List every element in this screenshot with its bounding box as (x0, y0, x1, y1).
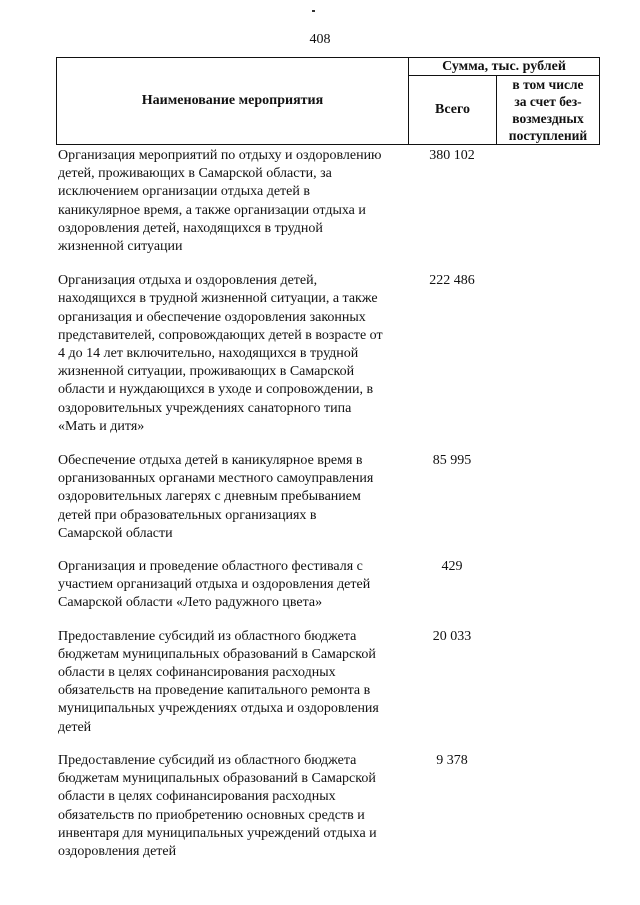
row-name-line: муниципальных учреждениях отдыха и оздоровления (58, 701, 379, 717)
row-name-line: Предоставление субсидий из областного бюджета (58, 752, 357, 768)
header-including-line: возмездных (512, 111, 584, 126)
row-name-line: Организация отдыха и оздоровления детей, (58, 273, 318, 289)
row-name-line: находящихся в трудной жизненной ситуации, а также (58, 291, 378, 307)
row-name-line: 4 до 14 лет включительно, находящихся в трудной (58, 346, 359, 362)
row-name-line: обязательств на проведение капитального ремонта в (58, 683, 371, 699)
row-name-line: бюджетам муниципальных образований в Самарской (58, 646, 376, 662)
row-name (56, 272, 408, 436)
row-name (56, 628, 408, 737)
header-sum: Сумма, тыс. рублей (409, 58, 599, 76)
row-name-line: участием организаций отдыха и оздоровления детей (58, 577, 371, 593)
row-including (496, 452, 600, 543)
page-number: 408 (309, 32, 331, 47)
row-name-line: Самарской области (58, 525, 173, 541)
header-including-line: поступлений (508, 128, 588, 143)
row-name-line: оздоровительных учреждениях санаторного типа (58, 400, 352, 416)
row-name-line: обязательств по приобретению основных средств и (58, 807, 365, 823)
row-name (56, 147, 408, 256)
table-row (56, 272, 600, 436)
table-row (56, 628, 600, 737)
row-name (56, 452, 408, 543)
row-name-line: области в целях софинансирования расходных (58, 789, 336, 805)
row-including (496, 272, 600, 436)
table-body (56, 147, 600, 861)
row-name-line: представителей, сопровождающих детей в возрасте от (58, 327, 383, 343)
row-total: 222 486 (429, 273, 475, 289)
table-row (56, 752, 600, 861)
row-name-line: оздоровления детей (58, 843, 177, 859)
table-row (56, 147, 600, 256)
header-including (497, 76, 599, 144)
row-name-line: инвентаря для муниципальных учреждений отдыха и (58, 825, 377, 841)
table-header (56, 57, 600, 145)
row-including (496, 147, 600, 256)
header-name: Наименование мероприятия (57, 58, 409, 144)
row-name-line: организация и обеспечение оздоровления законных (58, 309, 366, 325)
row-name-line: Обеспечение отдыха детей в каникулярное время в (58, 453, 363, 469)
row-name-line: оздоровительных лагерях с дневным пребыванием (58, 489, 361, 505)
table-row (56, 558, 600, 613)
row-name-line: Организация и проведение областного фестиваля с (58, 559, 363, 575)
row-name-line: детей (58, 719, 92, 735)
row-name (56, 752, 408, 861)
row-name-line: бюджетам муниципальных образований в Самарской (58, 771, 376, 787)
row-name-line: жизненной ситуации (58, 239, 183, 255)
table-row (56, 452, 600, 543)
row-total: 85 995 (432, 453, 472, 469)
row-name-line: детей при образовательных организациях в (58, 507, 317, 523)
scan-mark (312, 10, 315, 12)
row-name-line: исключением организации отдыха детей в (58, 184, 310, 200)
row-name-line: области в целях софинансирования расходных (58, 665, 336, 681)
row-name (56, 558, 408, 613)
row-total: 380 102 (429, 148, 475, 163)
row-name-line: области и нуждающихся в уходе и сопровождении, в (58, 382, 374, 398)
header-including-line: в том числе (512, 77, 584, 92)
row-name-line: оздоровления детей, находящихся в трудной (58, 220, 323, 236)
row-total: 9 378 (436, 752, 468, 768)
row-total: 20 033 (432, 628, 472, 644)
row-including (496, 558, 600, 613)
row-name-line: Предоставление субсидий из областного бюджета (58, 628, 357, 644)
header-including-line: за счет без- (514, 94, 582, 109)
row-name-line: «Мать и дитя» (58, 418, 145, 434)
row-name-line: жизненной ситуации, проживающих в Самарской (58, 364, 355, 380)
row-name-line: детей, проживающих в Самарской области, за (58, 166, 332, 182)
row-name-line: каникулярное время, а также организации отдыха и (58, 202, 366, 218)
row-including (496, 752, 600, 861)
row-total: 429 (441, 559, 463, 575)
row-name-line: Самарской области «Лето радужного цвета» (58, 595, 323, 611)
row-name-line: Организация мероприятий по отдыху и оздоровлению (58, 148, 382, 163)
row-including (496, 628, 600, 737)
row-name-line: организованных органами местного самоуправления (58, 471, 374, 487)
header-total: Всего (409, 76, 497, 144)
